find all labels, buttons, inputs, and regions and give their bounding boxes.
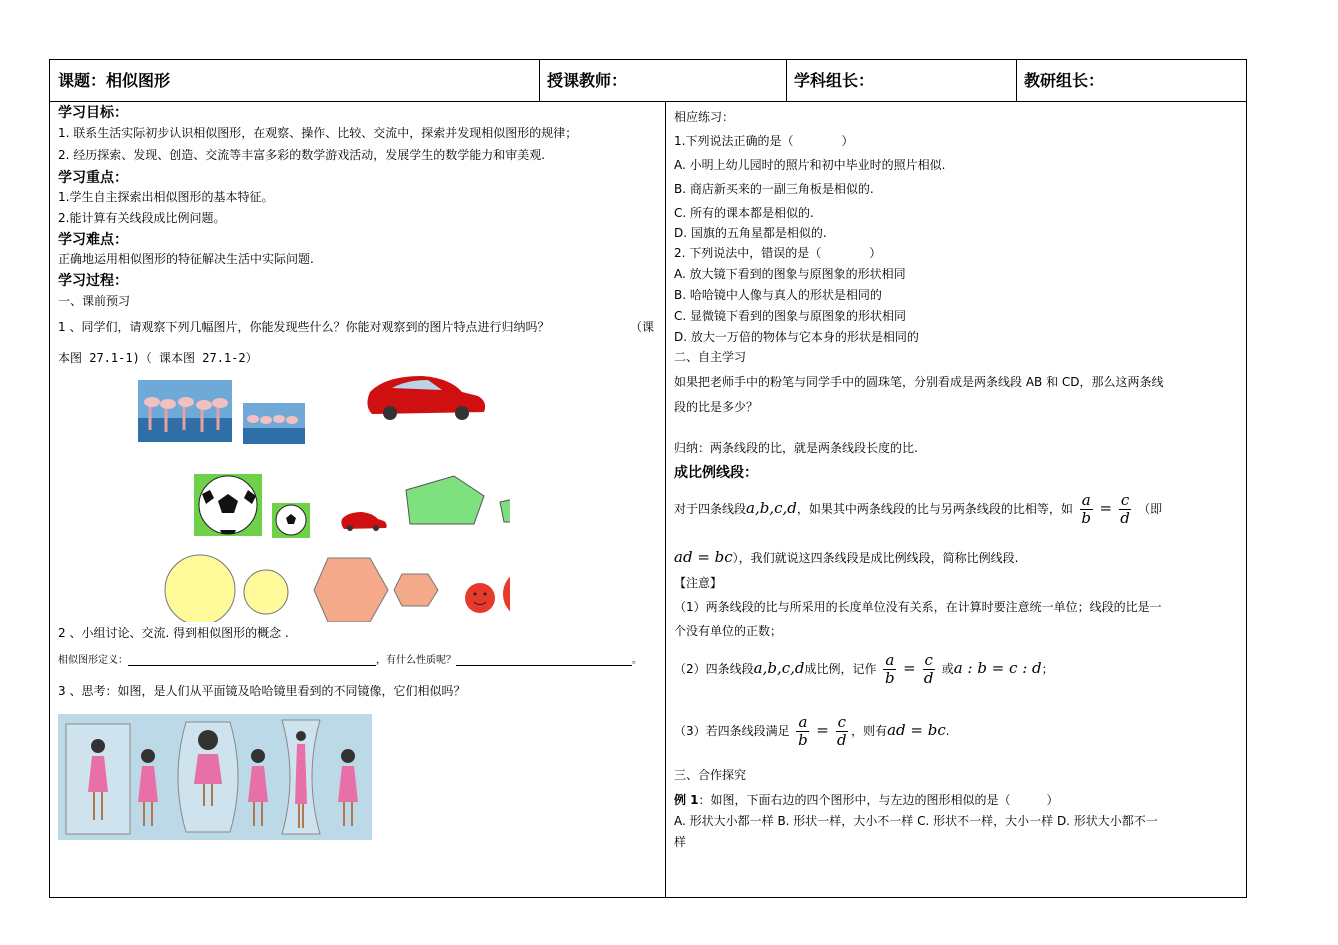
summary: 归纳：两条线段的比，就是两条线段长度的比. <box>674 441 918 455</box>
practice-1-b: B. 商店新买来的一副三角板是相似的. <box>674 182 874 196</box>
note2-pre: （2）四条线段 <box>674 662 754 676</box>
topic-cell: 课题：相似图形 <box>58 71 171 90</box>
frac-den: b <box>1081 509 1091 527</box>
def-eq: ad = bc <box>674 548 733 566</box>
key-title: 学习重点： <box>58 170 128 186</box>
definition-blank <box>128 665 376 666</box>
frac-num: c <box>1120 491 1130 509</box>
definition-end: 。 <box>632 655 642 666</box>
note-1b: 个没有单位的正数； <box>674 624 783 638</box>
smiley-small <box>465 583 495 613</box>
definition-line <box>58 651 642 666</box>
smiley-large <box>503 569 510 619</box>
proportional-title: 成比例线段： <box>674 465 758 481</box>
practice-2-a: A. 放大镜下看到的图象与原图象的形状相同 <box>674 267 906 281</box>
frac-num: a <box>798 713 808 731</box>
def-post: ），我们就说这四条线段是成比例线段，简称比例线段. <box>732 551 1019 565</box>
equals: = <box>1099 499 1113 517</box>
car-small <box>341 512 386 531</box>
example-label: 例 1 <box>674 793 699 807</box>
question-3: 3 、思考：如图，是人们从平面镜及哈哈镜里看到的不同镜像，它们相似吗？ <box>58 684 466 698</box>
lesson-table <box>49 59 1247 898</box>
frac-den: d <box>1120 509 1130 527</box>
car-large <box>367 376 485 420</box>
right-column <box>666 102 1248 897</box>
note2-or: 或 <box>941 662 954 676</box>
note3-eq: ad = bc <box>887 721 946 739</box>
practice-title: 相应练习： <box>674 110 735 124</box>
fraction-a-b <box>1080 492 1093 527</box>
note2-vars: a,b,c,d <box>753 659 805 677</box>
pentagon-small <box>500 496 510 522</box>
section-1: 一、课前预习 <box>58 294 131 308</box>
frac-num: c <box>837 713 847 731</box>
definition-label: 相似图形定义： <box>58 655 128 666</box>
practice-1: 1.下列说法正确的是（ ） <box>674 134 854 148</box>
note-title: 【注意】 <box>674 576 723 590</box>
note2-ratio: a : b = c : d <box>953 659 1042 677</box>
key-1: 1.学生自主探索出相似图形的基本特征。 <box>58 190 274 204</box>
process-title: 学习过程： <box>58 273 128 289</box>
question-2: 2 、小组讨论、交流. 得到相似图形的概念 . <box>58 626 289 640</box>
fraction-c-d <box>923 652 935 687</box>
goal-1: 1. 联系生活实际初步认识相似图形，在观察、操作、比较、交流中，探索并发现相似图形的规律； <box>58 126 578 140</box>
note3-pre: （3）若四条线段满足 <box>674 724 790 738</box>
difficulty-1: 正确地运用相似图形的特征解决生活中实际问题. <box>58 252 314 266</box>
note2-mid: 成比例，记作 <box>804 662 877 676</box>
subject-leader-cell: 学科组长： <box>794 71 875 90</box>
def-pre: 对于四条线段 <box>674 502 747 516</box>
self-study-1: 如果把老师手中的粉笔与同学手中的圆珠笔，分别看成是两条线段 AB 和 CD，那么这两条线 <box>674 375 1164 389</box>
section-3: 三、合作探究 <box>674 768 747 782</box>
key-2: 2.能计算有关线段成比例问题。 <box>58 211 226 225</box>
practice-1-c: C. 所有的课本都是相似的. <box>674 206 814 220</box>
question-1-ref: 本图 27.1-1)（ 课本图 27.1-2） <box>58 351 258 365</box>
frac-den: d <box>923 669 934 687</box>
practice-2-b: B. 哈哈镜中人像与真人的形状是相同的 <box>674 288 882 302</box>
definition-mid: ，有什么性质呢？ <box>376 655 456 666</box>
note2-end: ； <box>1041 662 1054 676</box>
note3-mid: ，则有 <box>851 724 888 738</box>
hexagon-large <box>314 558 388 622</box>
def-mid: ，如果其中两条线段的比与另两条线段的比相等，如 <box>796 502 1073 516</box>
circle-small <box>244 570 288 614</box>
frac-num: a <box>885 651 895 669</box>
question-1-end: （课 <box>630 320 655 334</box>
fraction-a-b <box>883 652 896 687</box>
frac-den: b <box>798 731 808 749</box>
flamingo-photo-small <box>243 403 305 444</box>
fraction-a-b <box>796 714 809 749</box>
flamingo-photo-large <box>138 380 232 442</box>
similar-figures <box>110 372 510 622</box>
note-3 <box>674 714 950 749</box>
practice-2: 2. 下列说法中，错误的是（ ） <box>674 246 882 260</box>
equals: = <box>816 721 829 739</box>
fraction-c-d <box>1119 492 1131 527</box>
goals-title: 学习目标： <box>58 105 128 121</box>
header-row <box>50 60 1246 102</box>
soccer-ball-small <box>272 503 310 538</box>
question-1: 1 、同学们，请观察下列几幅图片，你能发现些什么？你能对观察到的图片特点进行归纳吗？ <box>58 320 550 334</box>
practice-2-d: D. 放大一万倍的物体与它本身的形状是相同的 <box>674 330 919 344</box>
hexagon-small <box>394 574 438 606</box>
section-2: 二、自主学习 <box>674 350 747 364</box>
example-text: ：如图，下面右边的四个图形中，与左边的图形相似的是（ ） <box>698 793 1059 807</box>
proportional-definition-2 <box>674 548 1018 566</box>
def-vars: a,b,c,d <box>746 499 797 517</box>
frac-den: b <box>885 669 895 687</box>
example-1 <box>674 791 1059 808</box>
proportional-definition <box>674 492 1162 527</box>
teacher-cell: 授课教师： <box>547 71 628 90</box>
frac-num: c <box>924 651 933 669</box>
frac-den: d <box>837 731 847 749</box>
example-1-options-2: 样 <box>674 835 687 849</box>
note-2 <box>674 652 1054 687</box>
equals: = <box>903 659 916 677</box>
practice-2-c: C. 显微镜下看到的图象与原图象的形状相同 <box>674 309 907 323</box>
pentagon-large <box>406 476 484 524</box>
note3-end: . <box>945 724 950 738</box>
soccer-ball-large <box>194 474 262 536</box>
mirror-image-figure <box>58 714 372 840</box>
frac-num: a <box>1081 491 1091 509</box>
practice-1-a: A. 小明上幼儿园时的照片和初中毕业时的照片相似. <box>674 158 946 172</box>
circle-large <box>165 555 235 622</box>
note-1a: （1）两条线段的比与所采用的长度单位没有关系，在计算时要注意统一单位；线段的比是一 <box>674 600 1162 614</box>
research-leader-cell: 教研组长： <box>1024 71 1105 90</box>
left-column <box>50 102 665 897</box>
property-blank <box>456 665 632 666</box>
def-paren: （即 <box>1138 502 1163 516</box>
difficulty-title: 学习难点： <box>58 232 128 248</box>
goal-2: 2. 经历探索、发现、创造、交流等丰富多彩的数学游戏活动，发展学生的数学能力和审美观. <box>58 148 546 162</box>
fraction-c-d <box>836 714 848 749</box>
example-1-options: A. 形状大小都一样 B. 形状一样，大小不一样 C. 形状不一样，大小一样 D. 形状大小都不一 <box>674 814 1158 828</box>
practice-1-d: D. 国旗的五角星都是相似的. <box>674 226 827 240</box>
self-study-2: 段的比是多少？ <box>674 400 759 414</box>
